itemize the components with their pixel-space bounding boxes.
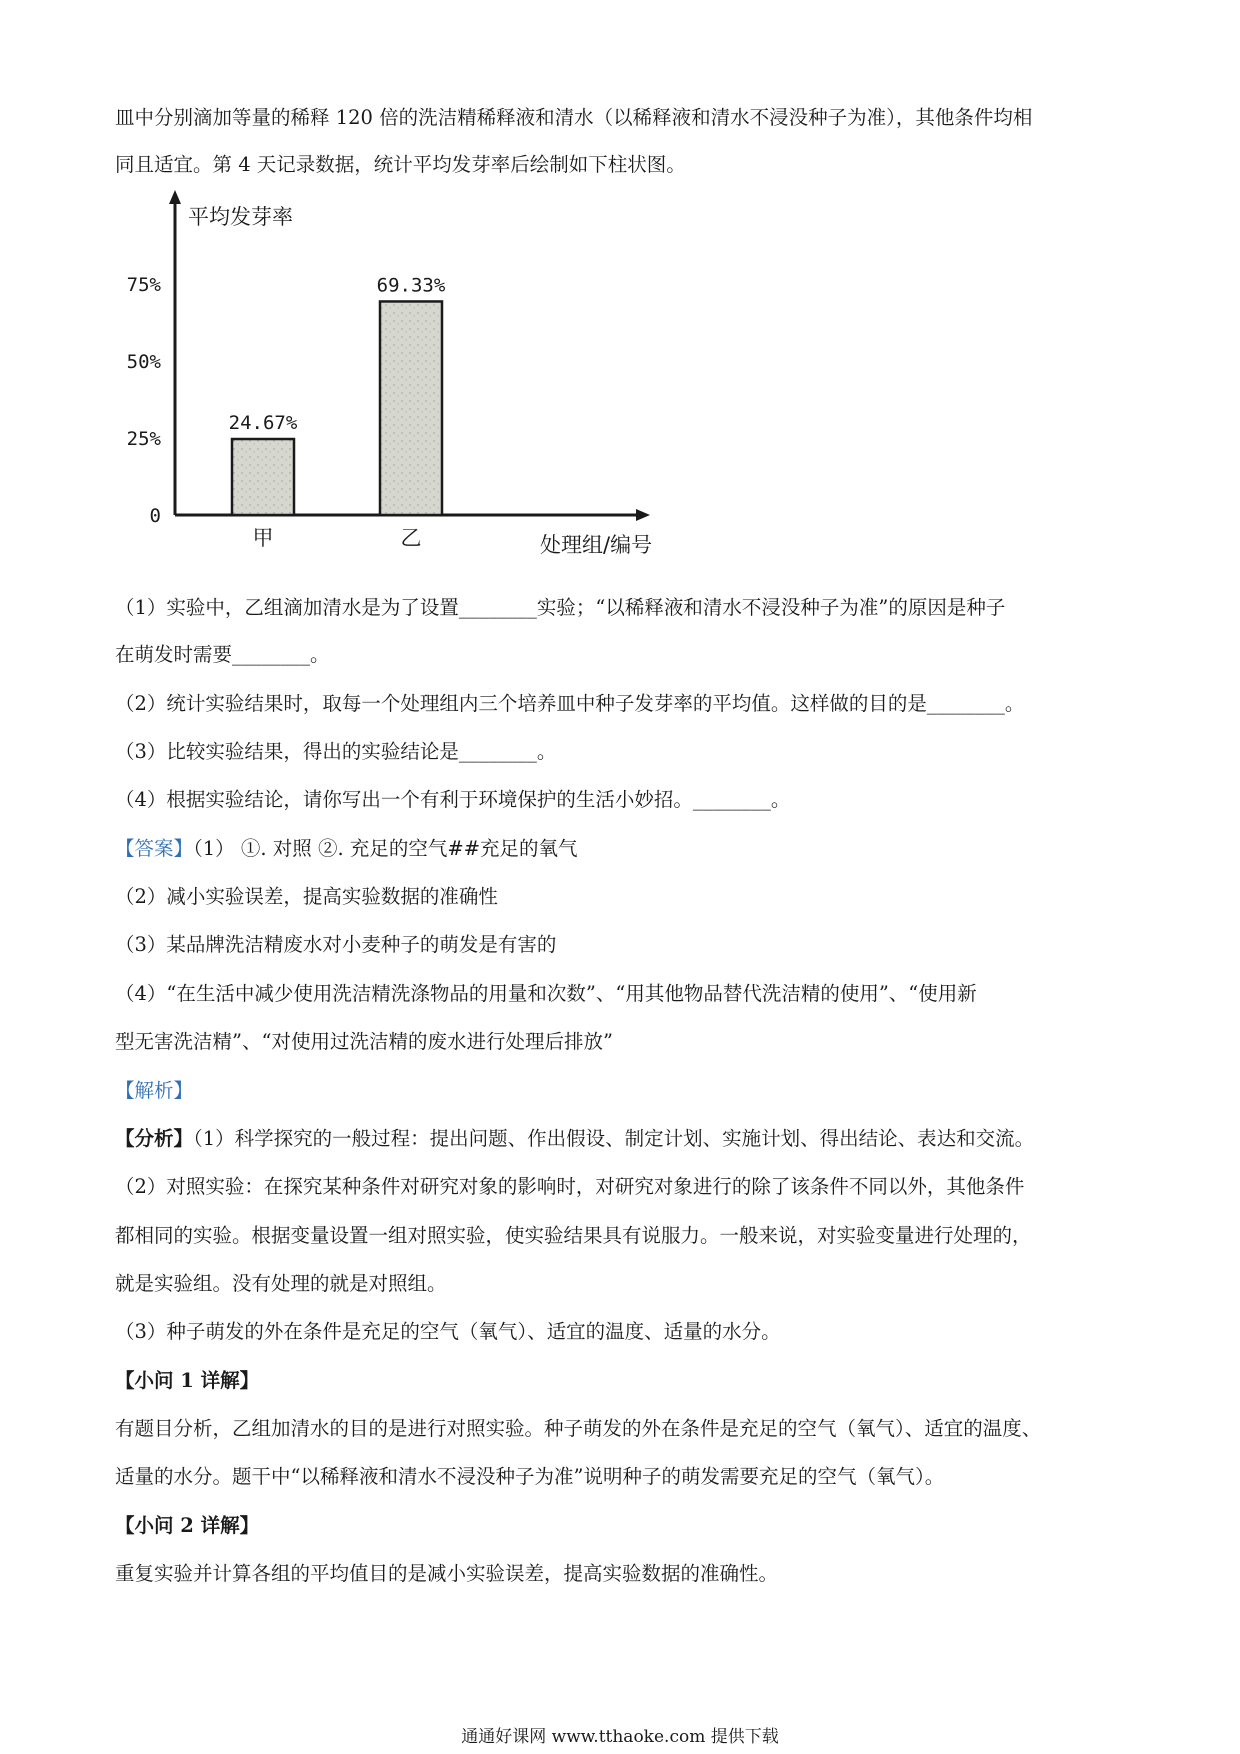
intro-line: 皿中分别滴加等量的稀释 120 倍的洗洁精稀释液和清水（以稀释液和清水不浸没种子为准），其他条件均相 — [115, 106, 1033, 129]
fenxi-tag: 【分析】 — [115, 1127, 194, 1150]
y-axis-label: 平均发芽率 — [188, 205, 293, 229]
footer: 通通好课网 www.tthaoke.com 提供下载 — [461, 1727, 779, 1747]
x-category-label: 甲 — [252, 526, 274, 550]
y-tick-label: 50% — [126, 351, 161, 373]
analysis-line — [115, 1127, 1135, 1151]
analysis-tag: 【解析】 — [115, 1079, 194, 1102]
x-category-label: 乙 — [400, 526, 422, 550]
intro-line: 同且适宜。第 4 天记录数据，统计平均发芽率后绘制如下柱状图。 — [115, 153, 686, 176]
question-line: （4）根据实验结论，请你写出一个有利于环境保护的生活小妙招。________。 — [115, 788, 791, 811]
x-axis-arrow — [636, 509, 650, 521]
answer-line: （2）减小实验误差，提高实验数据的准确性 — [115, 885, 498, 908]
bar-0 — [232, 439, 294, 515]
answer-text: （1） ①. 对照 ②. 充足的空气##充足的氧气 — [193, 837, 578, 860]
question-line: （2）统计实验结果时，取每一个处理组内三个培养皿中种子发芽率的平均值。这样做的目的是________。 — [115, 692, 1025, 715]
fenxi-text: （1）科学探究的一般过程：提出问题、作出假设、制定计划、实施计划、得出结论、表达和交流。 — [193, 1127, 1035, 1150]
germination-bar-chart — [120, 190, 680, 570]
question-line: （1）实验中，乙组滴加清水是为了设置________实验；“以稀释液和清水不浸没种子为准”的原因是种子 — [115, 596, 1006, 619]
analysis-line: 都相同的实验。根据变量设置一组对照实验，使实验结果具有说服力。一般来说，对实验变量进行处理的， — [115, 1224, 1032, 1247]
y-tick-label: 25% — [126, 428, 161, 450]
answer-line: 型无害洗洁精”、“对使用过洗洁精的废水进行处理后排放” — [115, 1030, 613, 1053]
bar-value-label: 24.67% — [228, 412, 298, 435]
question-line: 在萌发时需要________。 — [115, 643, 330, 666]
subquestion-2-line: 重复实验并计算各组的平均值目的是减小实验误差，提高实验数据的准确性。 — [115, 1562, 779, 1585]
bar-1 — [380, 301, 442, 515]
analysis-line: （2）对照实验：在探究某种条件对研究对象的影响时，对研究对象进行的除了该条件不同以外，其他条件 — [115, 1175, 1025, 1198]
y-ticks — [127, 274, 162, 527]
bar-value-label: 69.33% — [376, 274, 446, 297]
subquestion-2-title: 【小问 2 详解】 — [115, 1514, 260, 1537]
subquestion-1-line: 有题目分析，乙组加清水的目的是进行对照实验。种子萌发的外在条件是充足的空气（氧气）、适宜的温度、 — [115, 1417, 1042, 1440]
analysis-line: （3）种子萌发的外在条件是充足的空气（氧气）、适宜的温度、适量的水分。 — [115, 1320, 781, 1343]
answer-line: （3）某品牌洗洁精废水对小麦种子的萌发是有害的 — [115, 933, 557, 956]
answer-tag: 【答案】 — [115, 837, 194, 860]
y-tick-label: 0 — [149, 505, 161, 527]
question-line: （3）比较实验结果，得出的实验结论是________。 — [115, 740, 557, 763]
bars — [229, 274, 446, 550]
y-axis-arrow — [169, 190, 181, 204]
subquestion-1-title: 【小问 1 详解】 — [115, 1369, 260, 1392]
answer-line — [115, 837, 1135, 861]
x-axis-label: 处理组/编号 — [540, 533, 653, 557]
answer-line: （4）“在生活中减少使用洗洁精洗涤物品的用量和次数”、“用其他物品替代洗洁精的使用”、“使用新 — [115, 982, 977, 1005]
subquestion-1-line: 适量的水分。题干中“以稀释液和清水不浸没种子为准”说明种子的萌发需要充足的空气（氧气）。 — [115, 1465, 945, 1488]
analysis-line: 就是实验组。没有处理的就是对照组。 — [115, 1272, 447, 1295]
y-tick-label: 75% — [126, 274, 161, 296]
